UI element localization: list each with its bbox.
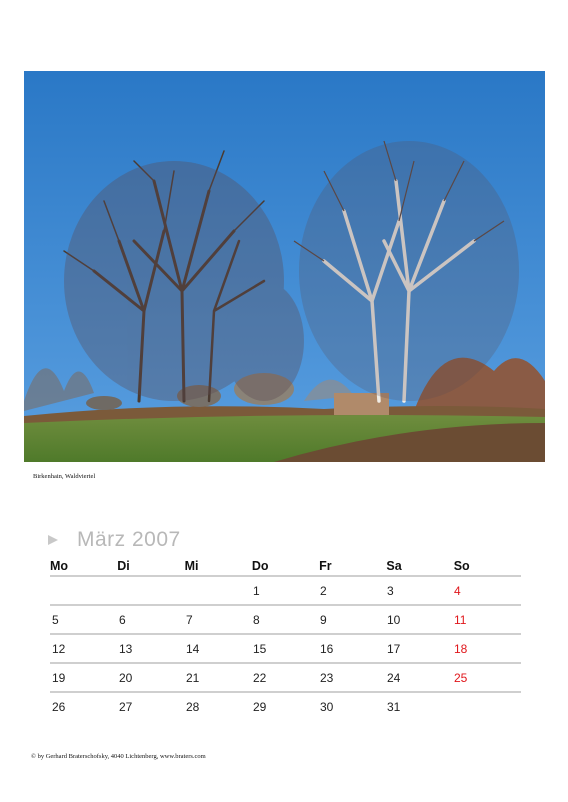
day-cell: 7 bbox=[186, 612, 193, 627]
weekday-label: So bbox=[453, 559, 470, 573]
day-cell: 10 bbox=[387, 612, 401, 627]
weekday-label: Mi bbox=[184, 559, 199, 573]
day-cell: 15 bbox=[253, 641, 267, 656]
day-cell: 6 bbox=[119, 612, 126, 627]
day-cell: 24 bbox=[387, 670, 401, 685]
sunday-cell: 18 bbox=[454, 641, 468, 656]
week-row bbox=[50, 693, 521, 720]
weekday-label: Mo bbox=[50, 559, 69, 573]
day-cell: 1 bbox=[253, 583, 260, 598]
month-header bbox=[48, 527, 181, 553]
day-cell: 21 bbox=[186, 670, 200, 685]
day-cell: 19 bbox=[52, 670, 66, 685]
calendar-grid bbox=[50, 557, 521, 720]
weekday-label: Do bbox=[251, 559, 269, 573]
day-cell: 22 bbox=[253, 670, 267, 685]
weekday-label: Fr bbox=[319, 559, 332, 573]
day-cell: 2 bbox=[320, 583, 327, 598]
day-cell: 14 bbox=[186, 641, 200, 656]
week-row bbox=[50, 606, 521, 635]
day-cell: 30 bbox=[320, 699, 334, 714]
sunday-cell: 25 bbox=[454, 670, 468, 685]
month-title: März 2007 bbox=[77, 528, 181, 551]
day-cell: 23 bbox=[320, 670, 334, 685]
sunday-cell: 4 bbox=[454, 583, 461, 598]
day-cell: 28 bbox=[186, 699, 200, 714]
day-cell: 16 bbox=[320, 641, 334, 656]
week-row bbox=[50, 664, 521, 693]
day-cell: 3 bbox=[387, 583, 394, 598]
week-row bbox=[50, 577, 521, 606]
week-row bbox=[50, 635, 521, 664]
weekday-label: Di bbox=[117, 559, 130, 573]
day-cell: 5 bbox=[52, 612, 59, 627]
day-cell: 26 bbox=[52, 699, 66, 714]
day-cell: 31 bbox=[387, 699, 401, 714]
day-cell: 12 bbox=[52, 641, 66, 656]
day-cell: 9 bbox=[320, 612, 327, 627]
arrow-icon bbox=[48, 535, 58, 545]
photo-caption: Birkenhain, Waldviertel bbox=[33, 473, 96, 480]
copyright-footer: © by Gerhard Braterschofsky, 4040 Lichtenberg, www.braters.com bbox=[31, 753, 206, 760]
day-cell: 20 bbox=[119, 670, 133, 685]
calendar-photo bbox=[24, 71, 545, 462]
day-cell: 29 bbox=[253, 699, 267, 714]
weekday-label: Sa bbox=[386, 559, 402, 573]
sunday-cell: 11 bbox=[454, 612, 467, 627]
day-cell: 27 bbox=[119, 699, 133, 714]
day-cell: 17 bbox=[387, 641, 401, 656]
day-cell: 13 bbox=[119, 641, 133, 656]
day-cell: 8 bbox=[253, 612, 260, 627]
weekday-header bbox=[50, 557, 521, 577]
